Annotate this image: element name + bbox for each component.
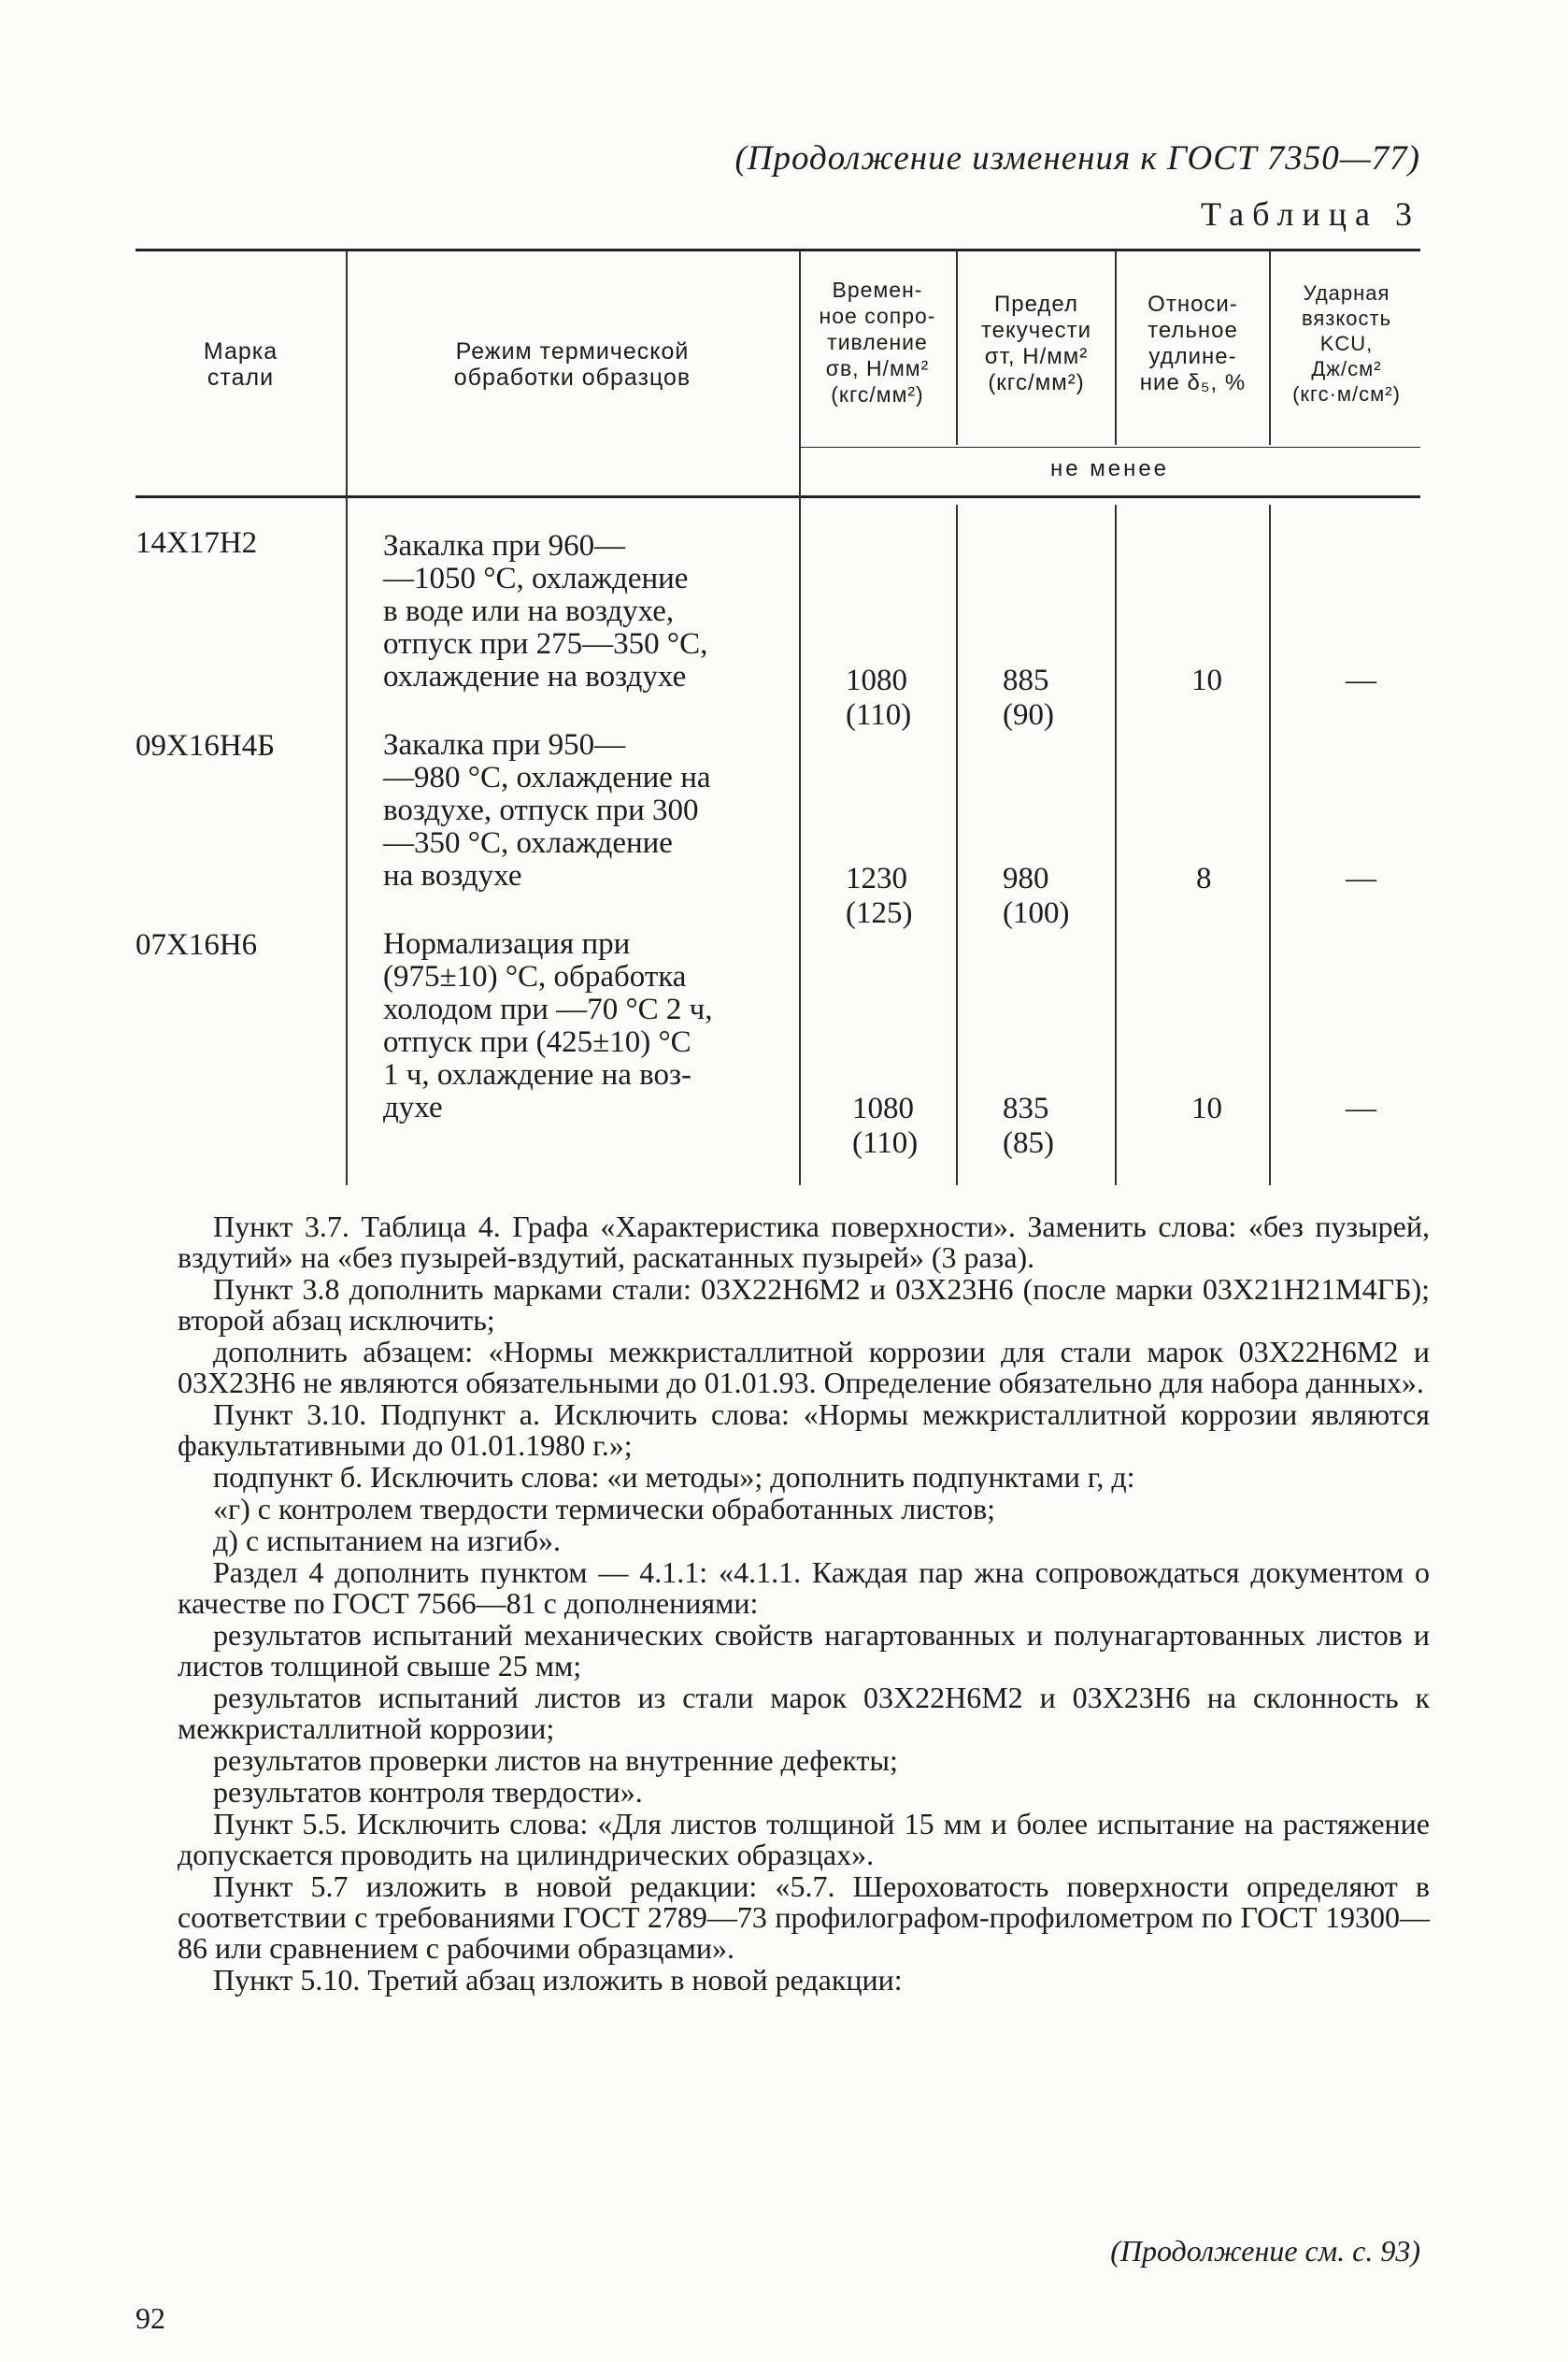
paragraph: Пункт 3.10. Подпункт а. Исключить слова: «Нормы межкристаллитной коррозии являются факультативными до 01.01.1980 г.»;	[178, 1397, 1430, 1462]
mode-cell	[383, 729, 776, 893]
impact-cell: —	[1346, 664, 1376, 697]
mode-line: отпуск при (425±10) °С	[383, 1025, 691, 1059]
page-number: 92	[135, 2301, 165, 2335]
yield-value: 980	[1003, 862, 1049, 895]
mode-line: воздухе, отпуск при 300	[383, 794, 699, 827]
header-elong	[1117, 292, 1269, 396]
header-tensile-line: Времен-	[832, 278, 923, 302]
header-yield-line: Предел	[994, 292, 1078, 317]
mode-line: духе	[383, 1091, 443, 1124]
mode-line: Закалка при 950—	[383, 728, 626, 762]
not-less-label: не менее	[1049, 456, 1170, 481]
paragraph: подпункт б. Исключить слова: «и методы»; дополнить подпунктами г, д:	[213, 1460, 1135, 1494]
subheader-rule	[799, 447, 1420, 448]
tensile-value: 1080	[846, 664, 907, 697]
paragraph: «г) с контролем твердости термически обработанных листов;	[213, 1492, 996, 1525]
header-tensile-line: ное сопро-	[819, 304, 936, 328]
tensile-value: 1080	[852, 1092, 914, 1125]
tensile-cell	[852, 1092, 918, 1161]
header-grade-line: стали	[207, 365, 275, 391]
mode-line: отпуск при 275—350 °С,	[383, 627, 708, 661]
yield-value: 885	[1003, 664, 1049, 697]
paragraph: д) с испытанием на изгиб».	[213, 1524, 561, 1557]
mode-cell	[383, 928, 776, 1124]
mode-line: охлаждение на воздухе	[383, 660, 687, 694]
tensile-kgf-value: (110)	[852, 1126, 919, 1160]
impact-cell: —	[1346, 1092, 1376, 1125]
yield-cell	[1003, 664, 1054, 733]
paragraph: результатов проверки листов на внутренние дефекты;	[213, 1743, 898, 1777]
paragraph: Раздел 4 дополнить пунктом — 4.1.1: «4.1.1. Каждая пар жна сопровождаться документом о качестве по ГОСТ 7566—81 с дополнениями:	[178, 1555, 1430, 1620]
mode-line: —1050 °С, охлаждение	[383, 562, 689, 595]
tensile-cell	[846, 664, 911, 733]
col-divider-4b	[1115, 505, 1117, 1185]
header-impact-line: (кгс·м/см²)	[1292, 382, 1401, 406]
header-grade-line: Марка	[203, 338, 278, 365]
continuation-note: (Продолжение см. с. 93)	[1110, 2234, 1420, 2268]
header-yield	[958, 292, 1115, 396]
header-yield-line: (кгс/мм²)	[988, 370, 1085, 395]
paragraph: Пункт 3.7. Таблица 4. Графа «Характеристика поверхности». Заменить слова: «без пузырей, вздутий» на «без пузырей-вздутий, раскатанных пузырей» (3 раза).	[178, 1210, 1430, 1274]
header-impact	[1271, 280, 1422, 407]
col-divider-3b	[956, 505, 958, 1185]
paragraph: результатов испытаний листов из стали марок 03Х22Н6М2 и 03Х23Н6 на склонность к межкристаллитной коррозии;	[178, 1681, 1430, 1745]
tensile-kgf-value: (125)	[846, 896, 913, 930]
header-impact-line: Ударная	[1303, 281, 1390, 305]
mode-line: Закалка при 960—	[383, 529, 626, 563]
continuation-title: (Продолжение изменения к ГОСТ 7350—77)	[734, 139, 1420, 178]
yield-kgf-value: (85)	[1003, 1126, 1054, 1160]
impact-cell: —	[1346, 862, 1376, 895]
header-tensile-line: тивление	[827, 330, 928, 354]
paragraph: Пункт 5.10. Третий абзац изложить в новой редакции:	[213, 1963, 903, 1997]
body-text	[178, 1211, 1430, 1997]
header-tensile	[799, 277, 956, 408]
header-tensile-line: σв, Н/мм²	[825, 356, 930, 380]
header-bottom-rule	[135, 495, 1420, 498]
paragraph: дополнить абзацем: «Нормы межкристаллитной коррозии для стали марок 03Х22Н6М2 и 03Х23Н6 не являются обязательными до 01.01.93. Определение обязательно для набора данных».	[178, 1335, 1430, 1399]
header-mode	[350, 338, 794, 391]
paragraph: результатов контроля твердости».	[213, 1775, 643, 1809]
grade-cell: 09Х16Н4Б	[135, 729, 276, 763]
header-impact-line: Дж/см²	[1311, 357, 1382, 380]
header-elong-line: ние δ₅, %	[1139, 370, 1247, 395]
header-elong-line: Относи-	[1147, 292, 1238, 317]
header-yield-line: σт, Н/мм²	[984, 344, 1089, 369]
yield-kgf-value: (100)	[1003, 896, 1070, 930]
mode-line: —350 °С, охлаждение	[383, 826, 673, 860]
table-label: Таблица 3	[1201, 195, 1420, 233]
grade-cell: 14Х17Н2	[135, 526, 258, 560]
header-mode-line: Режим термической	[455, 338, 690, 365]
paragraph: результатов испытаний механических свойств нагартованных и полунагартованных листов и листов толщиной свыше 25 мм;	[178, 1618, 1430, 1682]
mode-line: в воде или на воздухе,	[383, 594, 675, 628]
mode-line: —980 °С, охлаждение на	[383, 761, 711, 794]
paragraph: Пункт 5.7 изложить в новой редакции: «5.7. Шероховатость поверхности определяют в соответствии с требованиями ГОСТ 2789—73 профилографом-профилометром по ГОСТ 19300—86 или сравнением с рабочими образцами».	[178, 1869, 1430, 1965]
yield-kgf-value: (90)	[1003, 698, 1054, 732]
tensile-kgf-value: (110)	[846, 698, 912, 732]
elong-cell: 8	[1196, 862, 1212, 895]
elong-cell: 10	[1191, 664, 1222, 697]
col-divider-5b	[1269, 505, 1271, 1185]
mode-line: холодом при —70 °С 2 ч,	[383, 993, 713, 1026]
mode-line: (975±10) °С, обработка	[383, 960, 687, 994]
tensile-value: 1230	[846, 862, 907, 895]
yield-value: 835	[1003, 1092, 1049, 1125]
table-top-rule	[135, 249, 1420, 251]
yield-cell	[1003, 862, 1069, 931]
elong-cell: 10	[1191, 1092, 1222, 1125]
col-divider-1	[346, 251, 348, 1185]
header-tensile-line: (кгс/мм²)	[831, 382, 924, 407]
header-mode-line: обработки образцов	[453, 365, 691, 391]
header-impact-line: KCU,	[1319, 332, 1374, 355]
yield-cell	[1003, 1092, 1054, 1161]
tensile-cell	[846, 862, 912, 931]
mode-line: Нормализация при	[383, 927, 631, 961]
grade-cell: 07Х16Н6	[135, 928, 258, 962]
header-yield-line: текучести	[980, 318, 1092, 343]
mode-line: 1 ч, охлаждение на воз-	[383, 1058, 692, 1092]
header-elong-line: тельное	[1147, 318, 1238, 343]
mode-line: на воздухе	[383, 859, 522, 893]
paragraph: Пункт 5.5. Исключить слова: «Для листов толщиной 15 мм и более испытание на растяжение допускается проводить на цилиндрических образцах».	[178, 1807, 1430, 1871]
header-impact-line: вязкость	[1301, 307, 1392, 330]
paragraph: Пункт 3.8 дополнить марками стали: 03Х22Н6М2 и 03Х23Н6 (после марки 03Х21Н21М4ГБ); второй абзац исключить;	[178, 1272, 1430, 1337]
mode-cell	[383, 530, 776, 694]
header-elong-line: удлине-	[1148, 344, 1237, 369]
header-grade	[140, 338, 341, 391]
